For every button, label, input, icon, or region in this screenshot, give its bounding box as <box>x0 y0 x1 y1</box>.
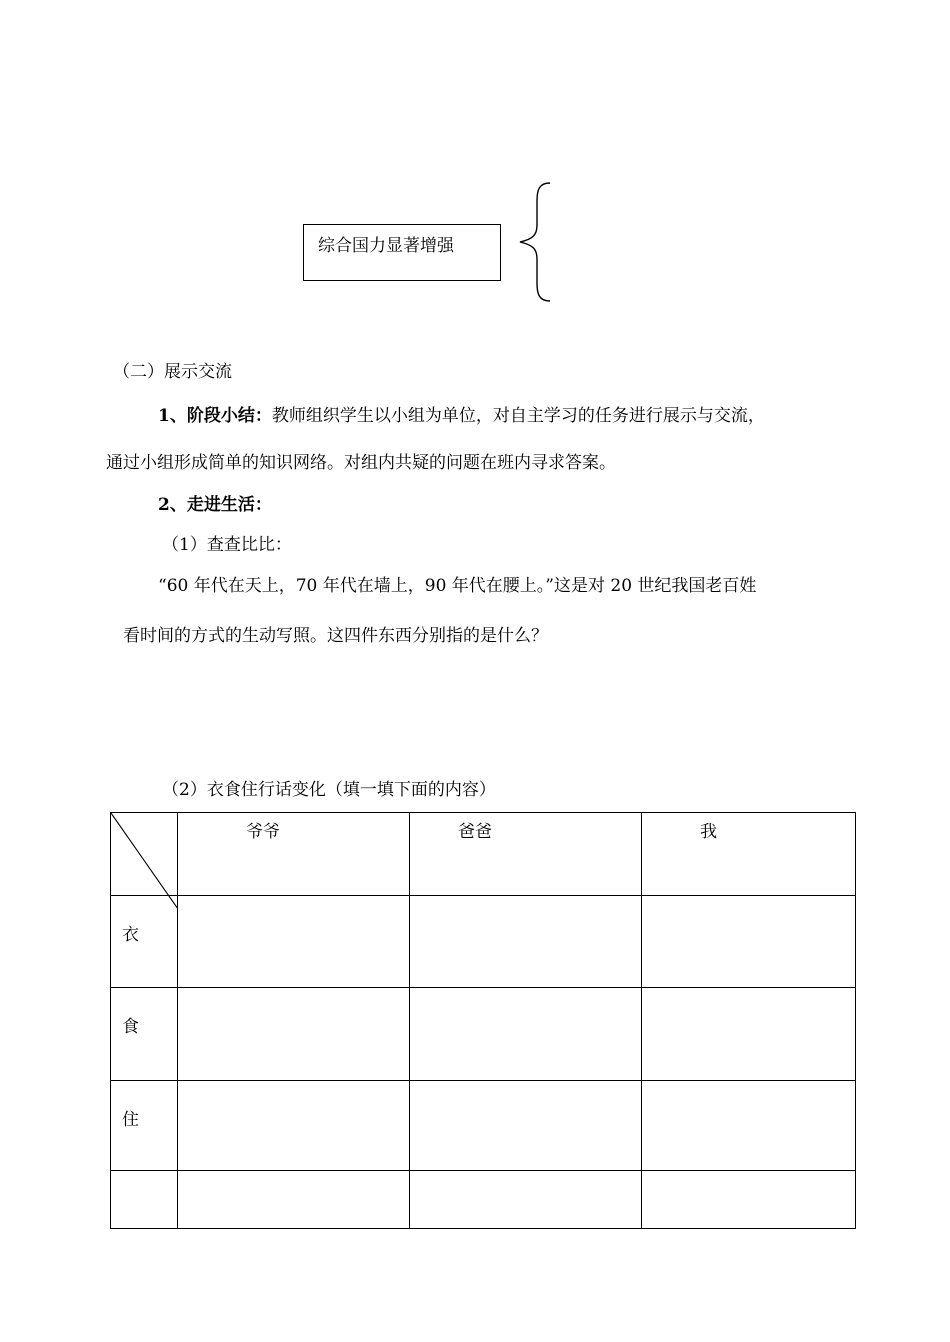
item2-title: （2）衣食住行话变化（填一填下面的内容） <box>162 780 496 800</box>
into-life-label: 2、走进生活： <box>158 495 272 515</box>
input-cell[interactable] <box>410 1171 642 1229</box>
row-header-cell <box>111 988 178 1081</box>
column-header-cell <box>178 813 410 896</box>
table-row <box>111 988 856 1081</box>
table-row <box>111 1081 856 1171</box>
corner-cell <box>111 813 178 896</box>
row-header-cell <box>111 896 178 988</box>
item1-title: （1）查查比比： <box>162 535 292 555</box>
row-label-food: 食 <box>122 1017 139 1037</box>
input-cell[interactable] <box>178 988 410 1081</box>
column-header-cell <box>642 813 856 896</box>
row-label-housing: 住 <box>122 1110 139 1130</box>
table-row <box>111 1171 856 1229</box>
input-cell[interactable] <box>642 988 856 1081</box>
overview-box <box>303 224 501 281</box>
input-cell[interactable] <box>642 1171 856 1229</box>
stage-summary-label: 1、阶段小结： <box>158 406 272 426</box>
input-cell[interactable] <box>410 1081 642 1171</box>
input-cell[interactable] <box>410 988 642 1081</box>
item1-text-1: “60 年代在天上，70 年代在墙上，90 年代在腰上。”这是对 20 世纪我国老百姓 <box>158 576 757 596</box>
input-cell[interactable] <box>178 1171 410 1229</box>
row-label-empty <box>111 1171 177 1195</box>
overview-box-text: 综合国力显著增强 <box>318 236 454 256</box>
change-table <box>110 812 856 1229</box>
left-curly-brace <box>517 181 557 303</box>
column-header-cell <box>410 813 642 896</box>
input-cell[interactable] <box>642 896 856 988</box>
section-heading: （二）展示交流 <box>113 362 232 382</box>
column-header-me: 我 <box>700 822 717 842</box>
stage-summary-paragraph <box>158 401 765 426</box>
input-cell[interactable] <box>642 1081 856 1171</box>
column-header-dad: 爸爸 <box>458 822 492 842</box>
input-cell[interactable] <box>178 896 410 988</box>
input-cell[interactable] <box>178 1081 410 1171</box>
table-header-row <box>111 813 856 896</box>
row-header-cell <box>111 1081 178 1171</box>
table-row <box>111 896 856 988</box>
column-header-grandpa: 爷爷 <box>246 822 280 842</box>
stage-summary-text-2: 通过小组形成简单的知识网络。对组内共疑的问题在班内寻求答案。 <box>106 453 616 473</box>
row-label-clothing: 衣 <box>122 925 139 945</box>
input-cell[interactable] <box>410 896 642 988</box>
stage-summary-text-1: 教师组织学生以小组为单位，对自主学习的任务进行展示与交流， <box>271 406 765 426</box>
item1-text-2: 看时间的方式的生动写照。这四件东西分别指的是什么？ <box>123 626 548 646</box>
row-header-cell <box>111 1171 178 1229</box>
